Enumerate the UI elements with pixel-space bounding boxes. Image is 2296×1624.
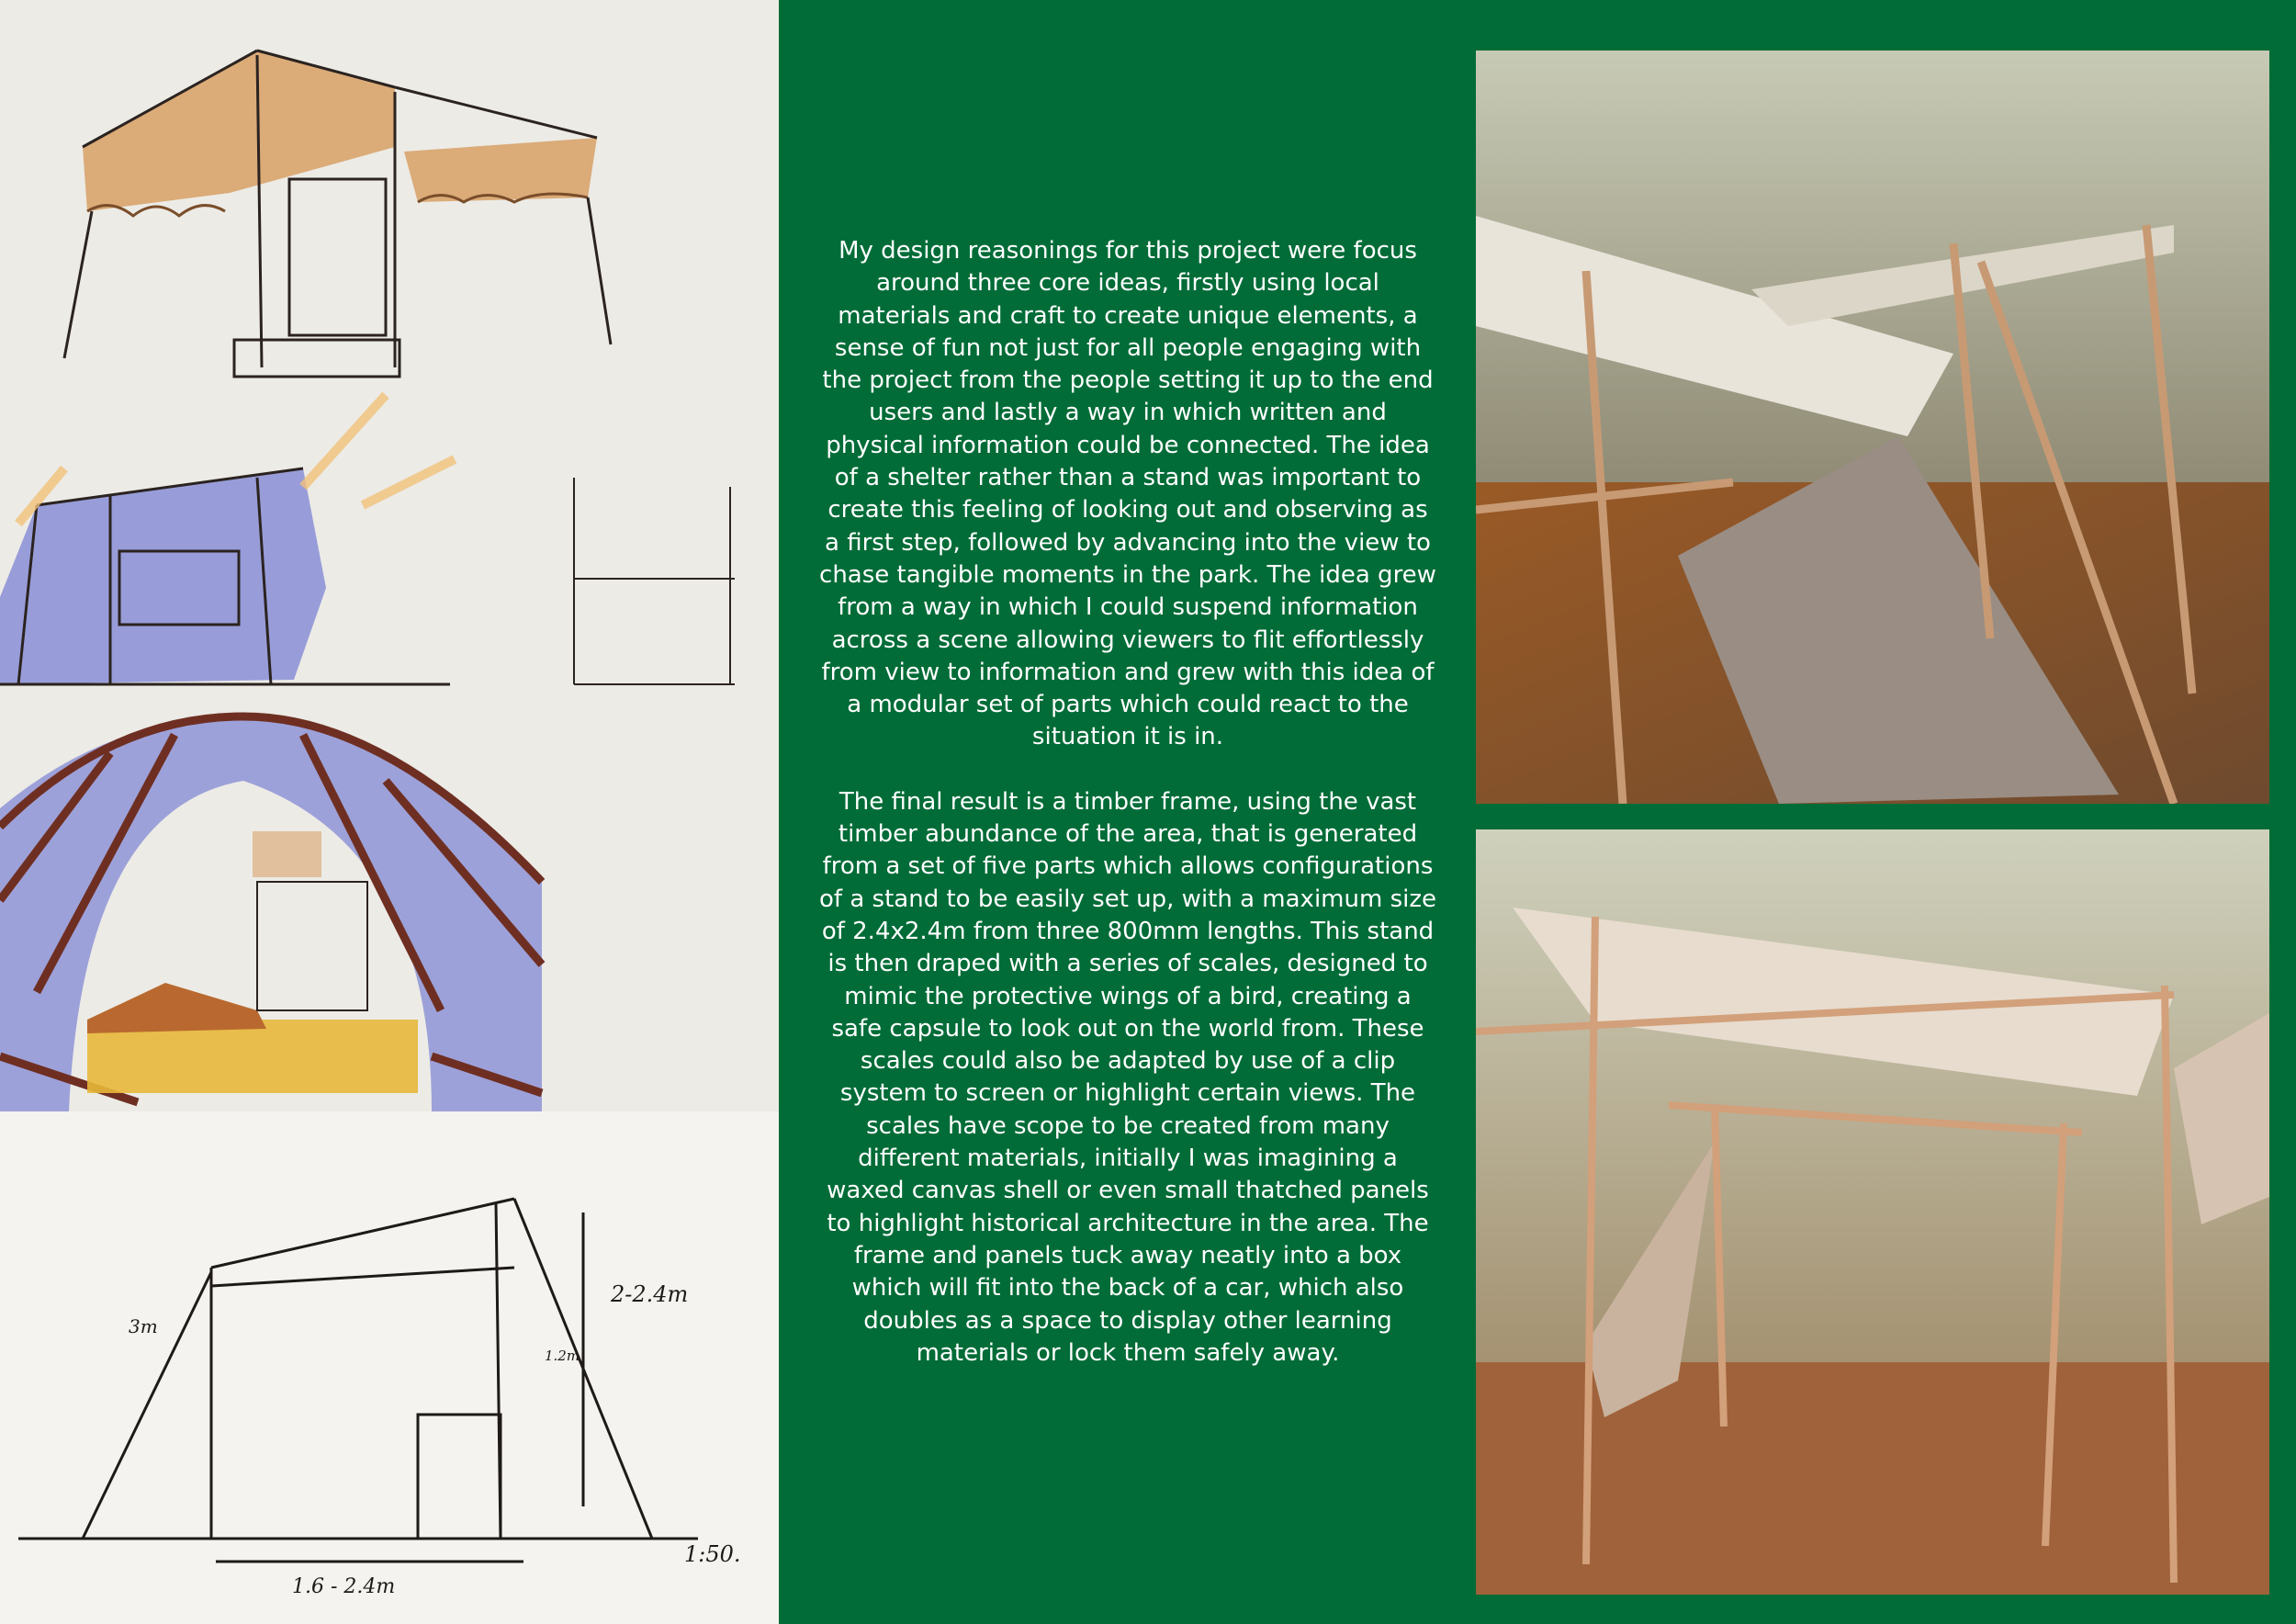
paragraph-final-result: The final result is a timber frame, using the vast timber abundance of the area, that is generated from a set of five parts which allows configurations of a stand to be easily set up, with a maximum size of 2.4x2.4m from three 800mm lengths. This stand is then draped with a series of scales, designed to mimic the protective wings of a bird, creating a safe capsule to look out on the world from. These scales could also be adapted by use of a clip system to screen or highlight certain views. The scales have scope to be created from many different materials, initially I was imagining a waxed canvas shell or even small thatched panels to highlight historical architecture in the area. The frame and panels tuck away neatly into a box which will fit into the back of a car, which also doubles as a space to display other learning materials or lock them safely away. xyxy=(819,787,1436,1367)
side-right-annotation: 1.2m xyxy=(545,1348,580,1364)
scale-annotation: 1:50. xyxy=(684,1541,741,1567)
side-left-annotation: 3m xyxy=(129,1315,158,1337)
section-sketch-image xyxy=(0,1111,779,1624)
model-photo-bottom xyxy=(1476,829,2269,1595)
height-annotation: 2-2.4m xyxy=(611,1281,689,1307)
model-photo-top xyxy=(1476,51,2269,804)
width-annotation: 1.6 - 2.4m xyxy=(292,1575,396,1598)
sketch-sheet-image xyxy=(0,0,779,1111)
design-description xyxy=(819,235,1436,1402)
paragraph-design-reasoning: My design reasonings for this project were focus around three core ideas, firstly using local materials and craft to create unique elements, a sense of fun not just for all people engaging with the project from the people setting it up to the end users and lastly a way in which written and physical information could be connected. The idea of a shelter rather than a stand was important to create this feeling of looking out and observing as a first step, followed by advancing into the view to chase tangible moments in the park. The idea grew from a way in which I could suspend information across a scene allowing viewers to flit effortlessly from view to information and grew with this idea of a modular set of parts which could react to the situation it is in. xyxy=(819,237,1436,751)
